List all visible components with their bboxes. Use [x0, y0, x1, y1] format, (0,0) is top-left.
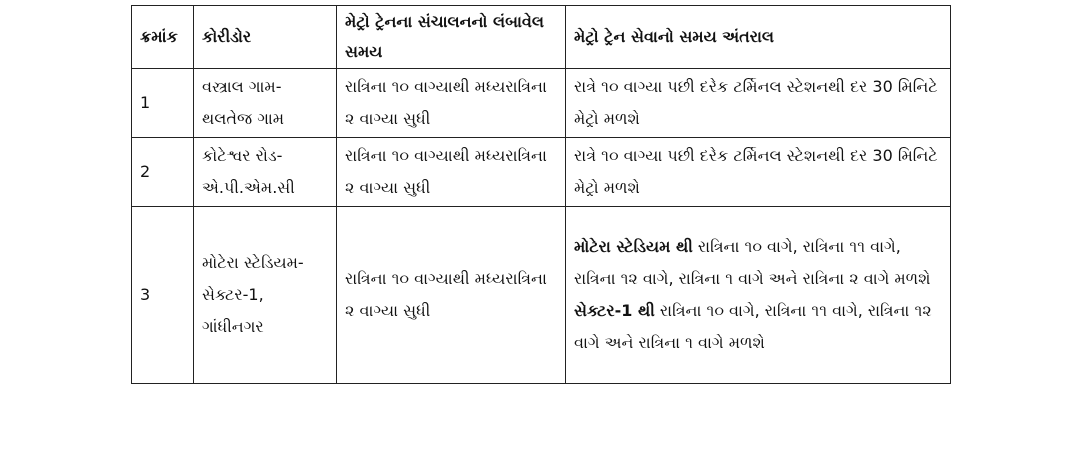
table-row — [132, 138, 951, 207]
interval-from-sector1 — [574, 295, 942, 359]
metro-schedule-table — [131, 5, 951, 384]
row-corridor: કોટેશ્વર રોડ-એ.પી.એમ.સી — [194, 138, 337, 207]
table-header-row — [132, 6, 951, 69]
row-number: 1 — [132, 69, 194, 138]
table-row — [132, 207, 951, 384]
row-interval: રાત્રે ૧૦ વાગ્યા પછી દરેક ટર્મિનલ સ્ટેશનથી દર 30 મિનિટે મેટ્રો મળશે — [566, 69, 951, 138]
interval-from-motera-text: રાત્રિના ૧૦ વાગે, રાત્રિના ૧૧ વાગે, રાત્રિના ૧૨ વાગે, રાત્રિના ૧ વાગે અને રાત્રિના ૨ વાગે મળશે — [574, 237, 931, 288]
row-number: 2 — [132, 138, 194, 207]
row-interval: રાત્રે ૧૦ વાગ્યા પછી દરેક ટર્મિનલ સ્ટેશનથી દર 30 મિનિટે મેટ્રો મળશે — [566, 138, 951, 207]
row-time: રાત્રિના ૧૦ વાગ્યાથી મધ્યરાત્રિના ૨ વાગ્યા સુધી — [337, 138, 566, 207]
row-number: 3 — [132, 207, 194, 384]
row-interval — [566, 207, 951, 384]
header-corridor: કોરીડોર — [194, 6, 337, 69]
table-row — [132, 69, 951, 138]
interval-from-motera — [574, 231, 942, 295]
header-serial: ક્રમાંક — [132, 6, 194, 69]
row-time: રાત્રિના ૧૦ વાગ્યાથી મધ્યરાત્રિના ૨ વાગ્યા સુધી — [337, 69, 566, 138]
header-service-interval: મેટ્રો ટ્રેન સેવાનો સમય અંતરાલ — [566, 6, 951, 69]
interval-from-sector1-text: રાત્રિના ૧૦ વાગે, રાત્રિના ૧૧ વાગે, રાત્રિના ૧૨ વાગે અને રાત્રિના ૧ વાગે મળશે — [574, 301, 932, 352]
interval-from-sector1-label: સેક્ટર-1 થી — [574, 301, 655, 320]
row-corridor: વસ્ત્રાલ ગામ-થલતેજ ગામ — [194, 69, 337, 138]
header-extended-time: મેટ્રો ટ્રેનના સંચાલનનો લંબાવેલ સમય — [337, 6, 566, 69]
interval-from-motera-label: મોટેરા સ્ટેડિયમ થી — [574, 237, 693, 256]
row-corridor: મોટેરા સ્ટેડિયમ-સેક્ટર-1, ગાંધીનગર — [194, 207, 337, 384]
row-time: રાત્રિના ૧૦ વાગ્યાથી મધ્યરાત્રિના ૨ વાગ્યા સુધી — [337, 207, 566, 384]
